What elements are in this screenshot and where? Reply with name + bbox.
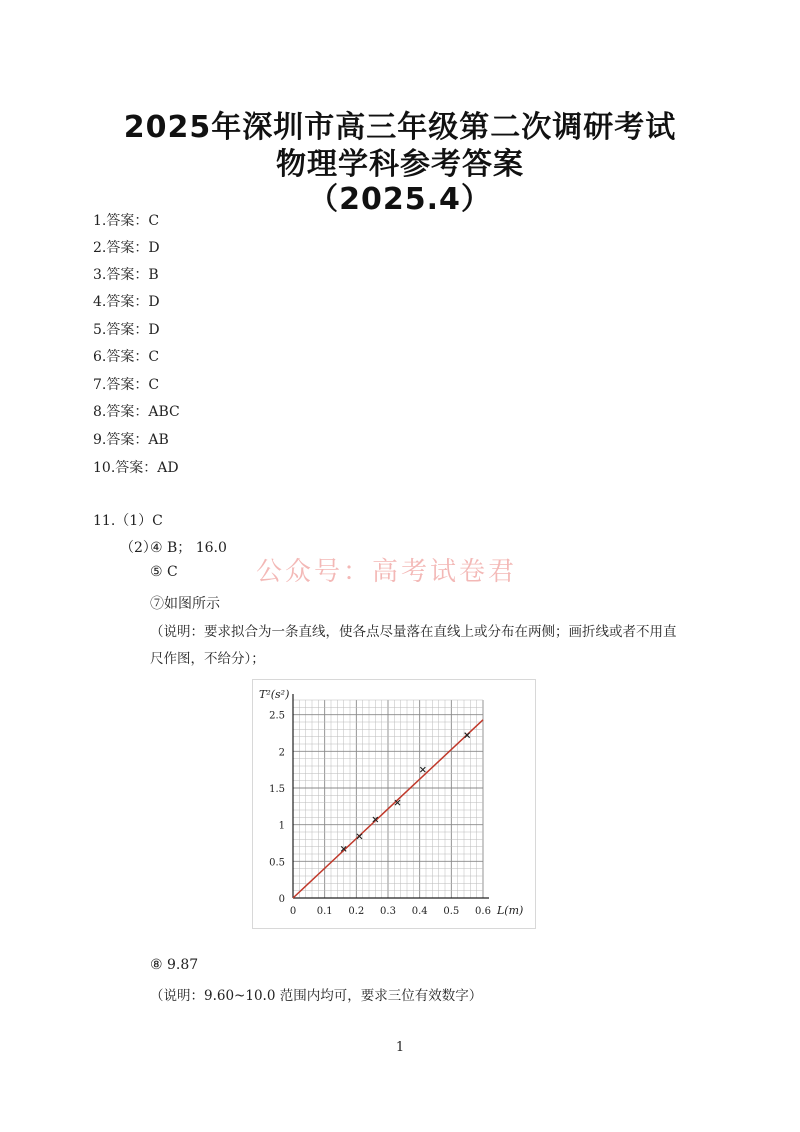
y-tick-label: 2: [278, 747, 285, 759]
page-number: 1: [395, 1040, 405, 1055]
answer-2: 2.答案：D: [93, 240, 160, 256]
answer-6: 6.答案：C: [93, 349, 160, 365]
x-tick-label: 0.1: [316, 906, 333, 917]
y-tick-label: 1.5: [269, 784, 285, 795]
y-axis-label: T²(s²): [259, 688, 290, 701]
q11-part1: 11.（1）C: [93, 513, 163, 529]
y-tick-label: 1: [278, 820, 285, 832]
data-point: [420, 767, 425, 772]
q11-note1-line1: （说明：要求拟合为一条直线，使各点尽量落在直线上或分布在两侧；画折线或者不用直: [150, 624, 677, 640]
answer-10: 10.答案：AD: [93, 460, 179, 476]
y-tick-label: 2.5: [269, 710, 285, 722]
q11-item5: ⑤ C: [150, 564, 178, 580]
q11-item4: ④ B； 16.0: [150, 540, 227, 556]
title-line-3: （2025.4）: [308, 182, 492, 217]
q11-note1-line2: 尺作图，不给分）；: [150, 651, 265, 667]
title-line-1: 2025年深圳市高三年级第二次调研考试: [123, 110, 677, 145]
answer-1: 1.答案：C: [93, 213, 160, 229]
graph-frame: [252, 679, 536, 929]
x-axis-label: L(m): [497, 904, 524, 917]
q11-item8: ⑧ 9.87: [150, 957, 199, 973]
y-tick-label: 0.5: [269, 857, 285, 869]
x-tick-label: 0.3: [380, 906, 396, 917]
t2-vs-l-graph: [253, 680, 535, 928]
watermark: 公众号：高考试卷君: [256, 557, 518, 587]
q11-item7: ⑦如图所示: [150, 596, 220, 612]
answer-9: 9.答案：AB: [93, 432, 169, 448]
x-tick-label: 0.2: [348, 906, 365, 917]
x-tick-label: 0: [289, 906, 297, 917]
x-tick-label: 0.4: [411, 906, 428, 917]
data-point: [465, 733, 470, 738]
q11-note2: （说明：9.60~10.0 范围内均可，要求三位有效数字）: [150, 988, 483, 1004]
x-tick-label: 0.5: [443, 906, 460, 917]
answer-4: 4.答案：D: [93, 294, 160, 310]
answer-3: 3.答案：B: [93, 267, 159, 283]
y-tick-label: 0: [278, 894, 285, 905]
title-line-2: 物理学科参考答案: [276, 147, 524, 182]
x-tick-label: 0.6: [475, 906, 491, 917]
answer-5: 5.答案：D: [93, 322, 160, 338]
answer-8: 8.答案：ABC: [93, 404, 180, 420]
q11-part2-label: （2）: [120, 540, 157, 556]
answer-7: 7.答案：C: [93, 377, 160, 393]
